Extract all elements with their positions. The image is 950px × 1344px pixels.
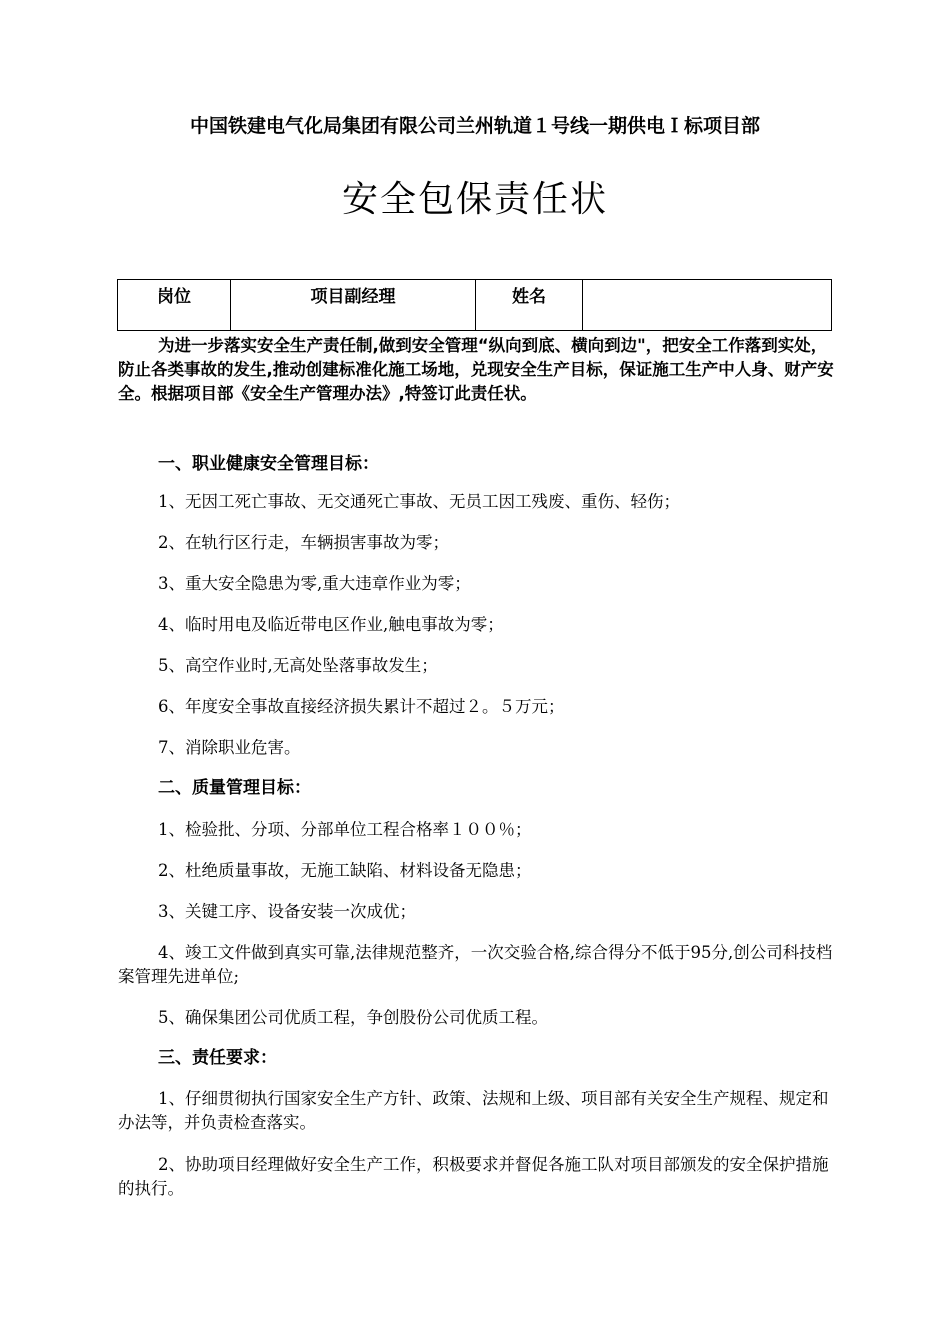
section2-item: 3、关键工序、设备安装一次成优； — [158, 902, 416, 921]
info-table — [117, 279, 832, 331]
section1-item: 7、消除职业危害。 — [158, 738, 301, 757]
section3-heading: 三、责任要求： — [158, 1048, 277, 1068]
organization-header: 中国铁建电气化局集团有限公司兰州轨道１号线一期供电Ｉ标项目部 — [189, 115, 760, 137]
section1-item: 5、高空作业时,无高处坠落事故发生； — [158, 656, 438, 675]
document-title: 安全包保责任状 — [341, 179, 608, 220]
name-value — [583, 280, 832, 331]
section2-heading: 二、质量管理目标： — [158, 778, 311, 798]
section1-item: 3、重大安全隐患为零,重大违章作业为零； — [158, 574, 471, 593]
section1-item: 1、无因工死亡事故、无交通死亡事故、无员工因工残废、重伤、轻伤； — [158, 492, 680, 511]
section1-item: 2、在轨行区行走，车辆损害事故为零； — [158, 533, 449, 552]
name-label: 姓名 — [476, 280, 583, 331]
section2-item: 5、确保集团公司优质工程，争创股份公司优质工程。 — [158, 1008, 548, 1027]
section2-item: 4、竣工文件做到真实可靠,法律规范整齐，一次交验合格,综合得分不低于95分,创公司科技档案管理先进单位; — [118, 943, 833, 986]
section1-heading: 一、职业健康安全管理目标： — [158, 454, 379, 474]
position-value: 项目副经理 — [231, 280, 476, 331]
section3-item: 1、仔细贯彻执行国家安全生产方针、政策、法规和上级、项目部有关安全生产规程、规定和办法等，并负责检查落实。 — [118, 1089, 829, 1132]
section1-item: 4、临时用电及临近带电区作业,触电事故为零； — [158, 615, 504, 634]
section2-item: 2、杜绝质量事故，无施工缺陷、材料设备无隐患； — [158, 861, 532, 880]
section2-item: 1、检验批、分项、分部单位工程合格率１００％； — [158, 820, 532, 839]
position-label: 岗位 — [118, 280, 231, 331]
section1-item: 6、年度安全事故直接经济损失累计不超过２。５万元； — [158, 697, 565, 716]
section3-item: 2、协助项目经理做好安全生产工作，积极要求并督促各施工队对项目部颁发的安全保护措施的执行。 — [118, 1155, 829, 1198]
intro-paragraph: 为进一步落实安全生产责任制,做到安全管理“纵向到底、横向到边"，把安全工作落到实处，防止各类事故的发生,推动创建标准化施工场地，兑现安全生产目标，保证施工生产中人身、财产安全。根据项目部《安全生产管理办法》,特签订此责任状。 — [118, 336, 834, 403]
